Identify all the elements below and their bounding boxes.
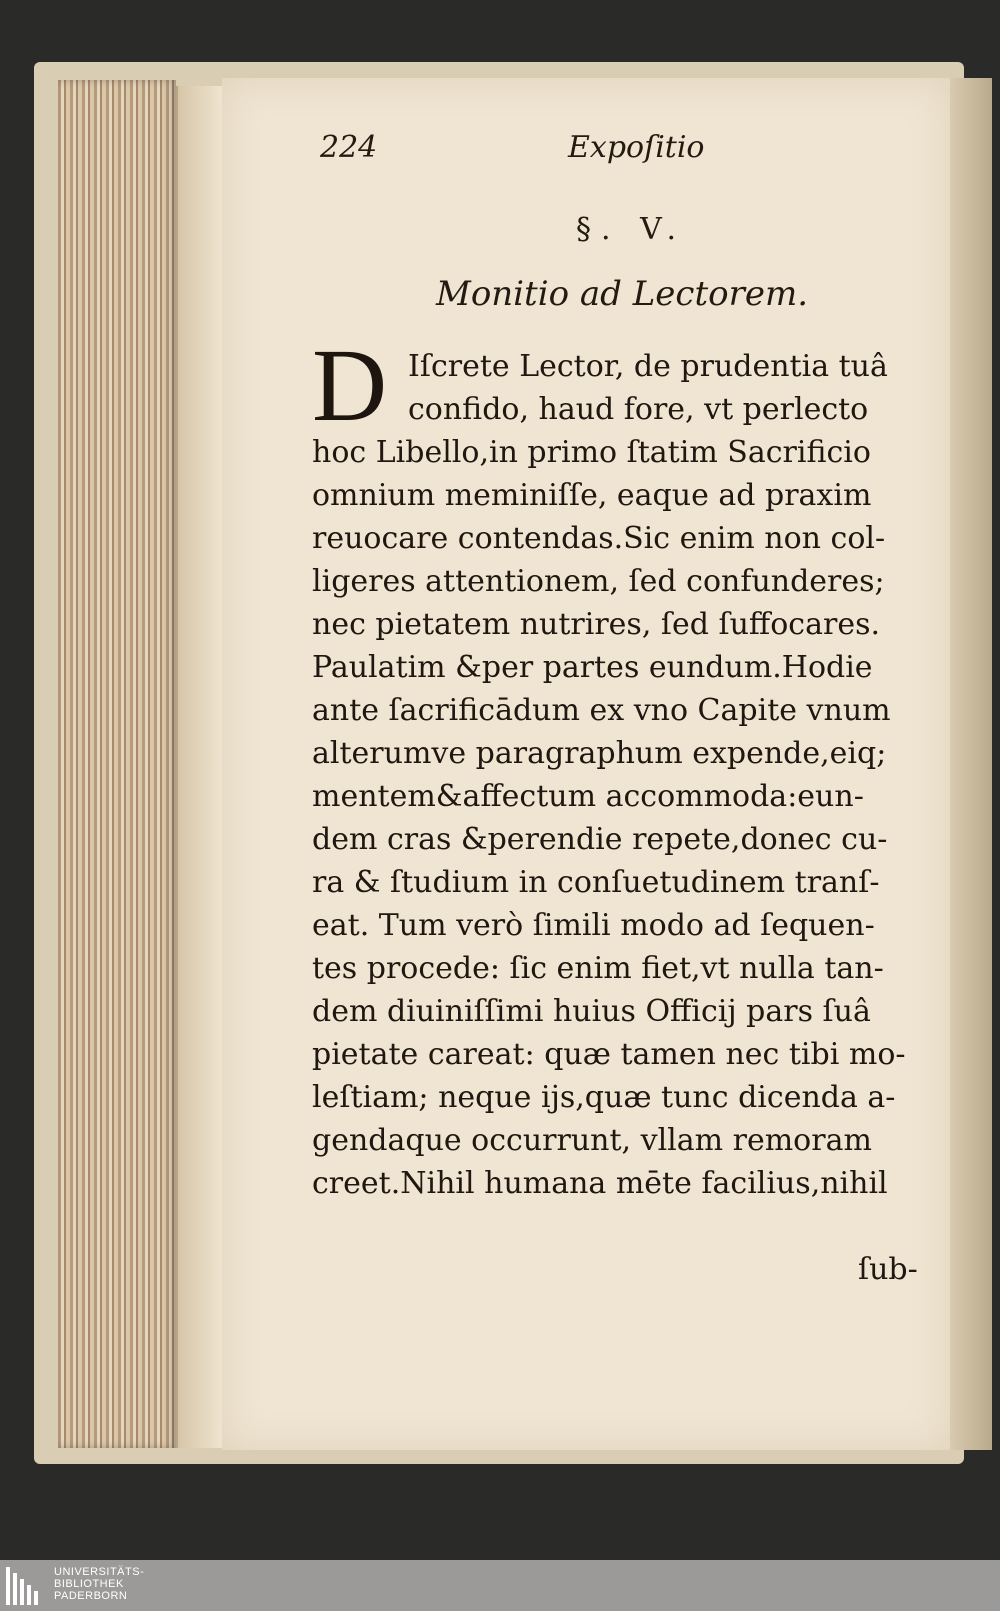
text-line: Iſcrete Lector, de prudentia tuâ xyxy=(408,349,888,384)
running-title: Expoſitio xyxy=(568,130,705,165)
text-line: tes procede: ſic enim fiet,vt nulla tan- xyxy=(312,951,884,986)
page-gutter xyxy=(176,86,222,1448)
text-line: Paulatim &per partes eundum.Hodie xyxy=(312,650,873,685)
book-fore-edge xyxy=(58,80,176,1448)
text-line: ra & ſtudium in conſuetudinem tranſ- xyxy=(312,865,880,900)
text-line: nec pietatem nutrires, ſed ſuffocares. xyxy=(312,607,881,642)
text-line: ante ſacrificādum ex vno Capite vnum xyxy=(312,693,891,728)
text-line: eat. Tum verò ſimili modo ad ſequen- xyxy=(312,908,875,943)
text-line: omnium meminiſſe, eaque ad praxim xyxy=(312,478,872,513)
section-mark: §. V. xyxy=(576,212,687,247)
text-line: ligeres attentionem, ſed confunderes; xyxy=(312,564,885,599)
logo-line: UNIVERSITÄTS- xyxy=(54,1566,145,1578)
text-line: dem cras &perendie repete,donec cu- xyxy=(312,822,888,857)
logo-line: BIBLIOTHEK xyxy=(54,1578,124,1590)
text-line: mentem&affectum accommoda:eun- xyxy=(312,779,864,814)
text-line: dem diuiniſſimi huius Officij pars ſuâ xyxy=(312,994,871,1029)
section-heading: Monitio ad Lectorem. xyxy=(436,274,809,314)
text-line: pietate careat: quæ tamen nec tibi mo- xyxy=(312,1037,906,1072)
page-number: 224 xyxy=(320,130,378,165)
body-text xyxy=(312,345,940,1205)
catchword: ſub- xyxy=(858,1252,918,1287)
drop-capital: D xyxy=(312,328,388,443)
text-line: gendaque occurrunt, vllam remoram xyxy=(312,1123,872,1158)
text-line: creet.Nihil humana mēte facilius,nihil xyxy=(312,1166,888,1201)
logo-line: PADERBORN xyxy=(54,1590,128,1602)
library-logo-text xyxy=(54,1566,144,1602)
footer-bar xyxy=(0,1560,1000,1611)
library-logo-icon xyxy=(6,1567,42,1605)
text-line: leſtiam; neque ijs,quæ tunc dicenda a- xyxy=(312,1080,896,1115)
next-page-edge xyxy=(950,78,992,1450)
text-line: hoc Libello,in primo ſtatim Sacrificio xyxy=(312,435,871,470)
text-line: alterumve paragraphum expende,eiq; xyxy=(312,736,887,771)
text-line: reuocare contendas.Sic enim non col- xyxy=(312,521,886,556)
text-line: confido, haud fore, vt perlecto xyxy=(408,392,869,427)
